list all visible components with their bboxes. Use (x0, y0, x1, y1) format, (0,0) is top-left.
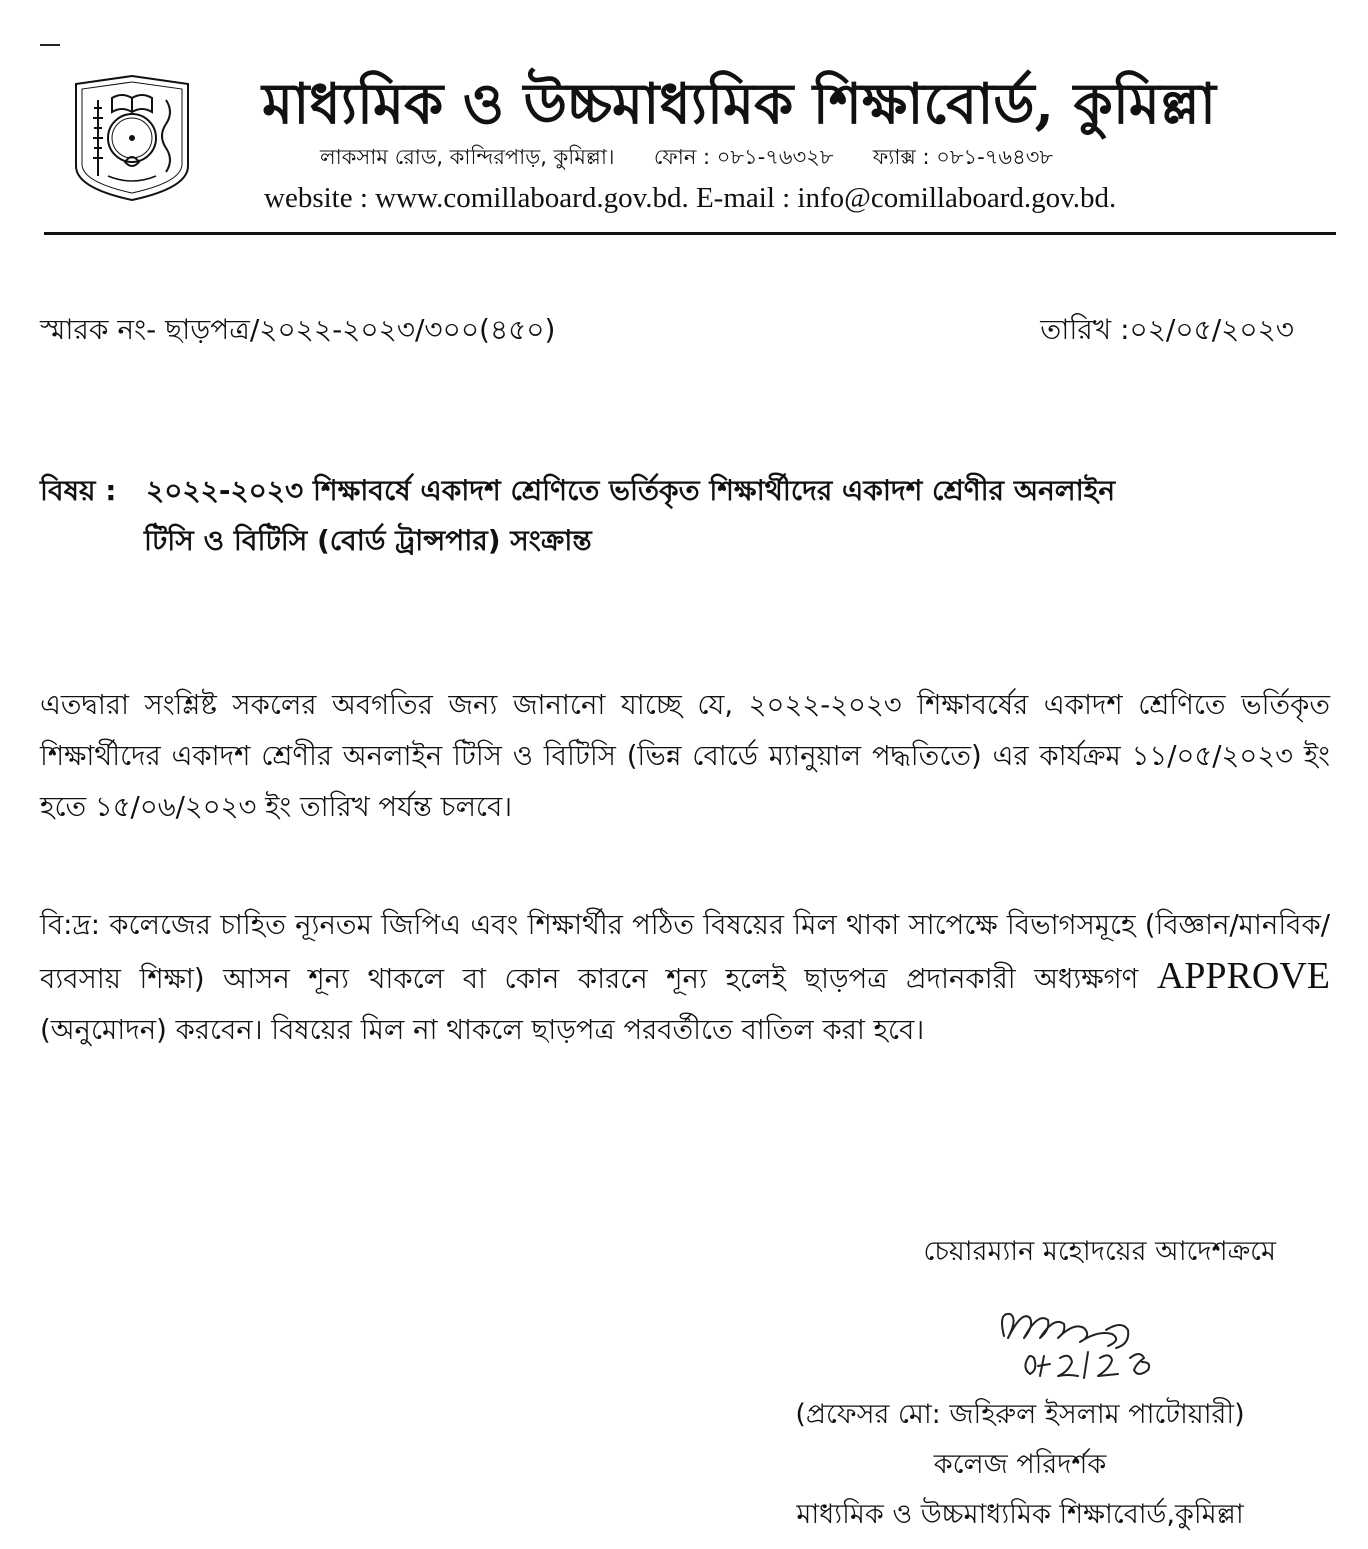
corner-mark (40, 44, 60, 46)
body-paragraph-1: এতদ্বারা সংশ্লিষ্ট সকলের অবগতির জন্য জানানো যাচ্ছে যে, ২০২২-২০২৩ শিক্ষাবর্ষের একাদশ শ্রেণিতে ভর্তিকৃত শিক্ষার্থীদের একাদশ শ্রেণীর অনলাইন টিসি ও বিটিসি (ভিন্ন বোর্ডে ম্যানুয়াল পদ্ধতিতে) এর কার্যক্রম ১১/০৫/২০২৩ ইং হতে ১৫/০৬/২০২৩ ইং তারিখ পর্যন্ত চলবে। (40, 689, 1330, 823)
board-phone: ফোন : ০৮১-৭৬৩২৮ (653, 145, 834, 169)
board-address: লাকসাম রোড, কান্দিরপাড়, কুমিল্লা। (320, 145, 615, 169)
board-title: মাধ্যমিক ও উচ্চমাধ্যমিক শিক্ষাবোর্ড, কুমিল্লা (262, 71, 1217, 137)
subject-block (40, 466, 1332, 566)
subject-text-2: টিসি ও বিটিসি (বোর্ড ট্রান্সপার) সংক্রান্ত (144, 524, 592, 557)
subject-line-1 (40, 466, 1332, 516)
website-email-line: website : www.comillaboard.gov.bd. E-mail : info@comillaboard.gov.bd. (264, 182, 1117, 214)
order-line: চেয়ারম্যান মহোদয়ের আদেশক্রমে (923, 1236, 1276, 1267)
board-fax: ফ্যাক্স : ০৮১-৭৬৪৩৮ (872, 145, 1053, 169)
handwritten-signature-icon (988, 1300, 1188, 1386)
board-emblem-icon (68, 72, 196, 204)
memo-number: স্মারক নং- ছাড়পত্র/২০২২-২০২৩/৩০০(৪৫০) (40, 313, 556, 346)
signatory-designation: কলেজ পরিদর্শক (933, 1449, 1107, 1480)
address-line (320, 142, 1220, 172)
approve-emphasis: APPROVE (1156, 955, 1330, 997)
body-paragraph-2 (40, 900, 1330, 1056)
note-text-after: (অনুমোদন) করবেন। বিষয়ের মিল না থাকলে ছাড়পত্র পরবর্তীতে বাতিল করা হবে। (40, 1014, 925, 1046)
signatory-office: মাধ্যমিক ও উচ্চমাধ্যমিক শিক্ষাবোর্ড,কুমিল্লা (796, 1499, 1244, 1530)
header-divider (44, 232, 1336, 235)
subject-text-1: ২০২২-২০২৩ শিক্ষাবর্ষে একাদশ শ্রেণিতে ভর্তিকৃত শিক্ষার্থীদের একাদশ শ্রেণীর অনলাইন (146, 474, 1116, 507)
note-text-before: বি:দ্র: কলেজের চাহিত ন্যূনতম জিপিএ এবং শিক্ষার্থীর পঠিত বিষয়ের মিল থাকা সাপেক্ষে বিভাগসমূহে (বিজ্ঞান/মানবিক/ব্যবসায় শিক্ষা) আসন শূন্য থাকলে বা কোন কারনে শূন্য হলেই ছাড়পত্র প্রদানকারী অধ্যক্ষগণ (40, 909, 1330, 995)
signatory-block (720, 1390, 1320, 1540)
subject-label: বিষয় : (40, 474, 117, 507)
signatory-name: (প্রফেসর মো: জহিরুল ইসলাম পাটোয়ারী) (795, 1399, 1245, 1430)
memo-date: তারিখ :০২/০৫/২০২৩ (1040, 313, 1294, 346)
